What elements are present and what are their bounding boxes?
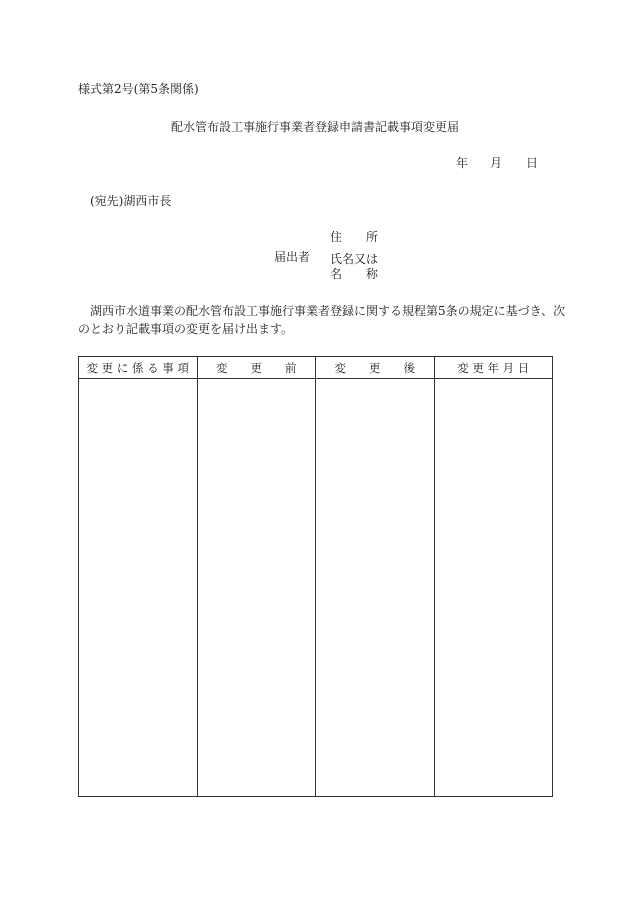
body-text-line: のとおり記載事項の変更を届け出ます。 xyxy=(78,322,294,336)
notifier-label: 届出者 xyxy=(274,250,311,264)
date-day-label: 日 xyxy=(526,156,539,170)
change-date-cell[interactable] xyxy=(434,379,553,797)
body-text-line: 湖西市水道事業の配水管布設工事施行事業者登録に関する規程第5条の規定に基づき、次 xyxy=(78,304,566,318)
notifier-name-label-line-1: 氏名又は xyxy=(330,252,379,266)
addressee: (宛先)湖西市長 xyxy=(90,194,172,208)
notifier-name-label-line-2: 名 称 xyxy=(330,267,379,281)
header-change-date: 変 更 年 月 日 xyxy=(434,357,553,379)
changed-item-cell[interactable] xyxy=(79,379,198,797)
date-month-label: 月 xyxy=(490,156,503,170)
table-header-row xyxy=(79,357,553,379)
change-details-table xyxy=(78,356,553,797)
header-after-change: 変 更 後 xyxy=(316,357,435,379)
document-title: 配水管布設工事施行事業者登録申請書記載事項変更届 xyxy=(170,120,459,134)
form-number: 様式第2号(第5条関係) xyxy=(78,82,199,96)
before-change-cell[interactable] xyxy=(197,379,316,797)
date-year-label: 年 xyxy=(456,156,469,170)
notifier-address-label: 住 所 xyxy=(330,230,379,244)
after-change-cell[interactable] xyxy=(316,379,435,797)
table-row xyxy=(79,379,553,797)
header-before-change: 変 更 前 xyxy=(197,357,316,379)
header-changed-item: 変 更 に 係 る 事 項 xyxy=(79,357,198,379)
